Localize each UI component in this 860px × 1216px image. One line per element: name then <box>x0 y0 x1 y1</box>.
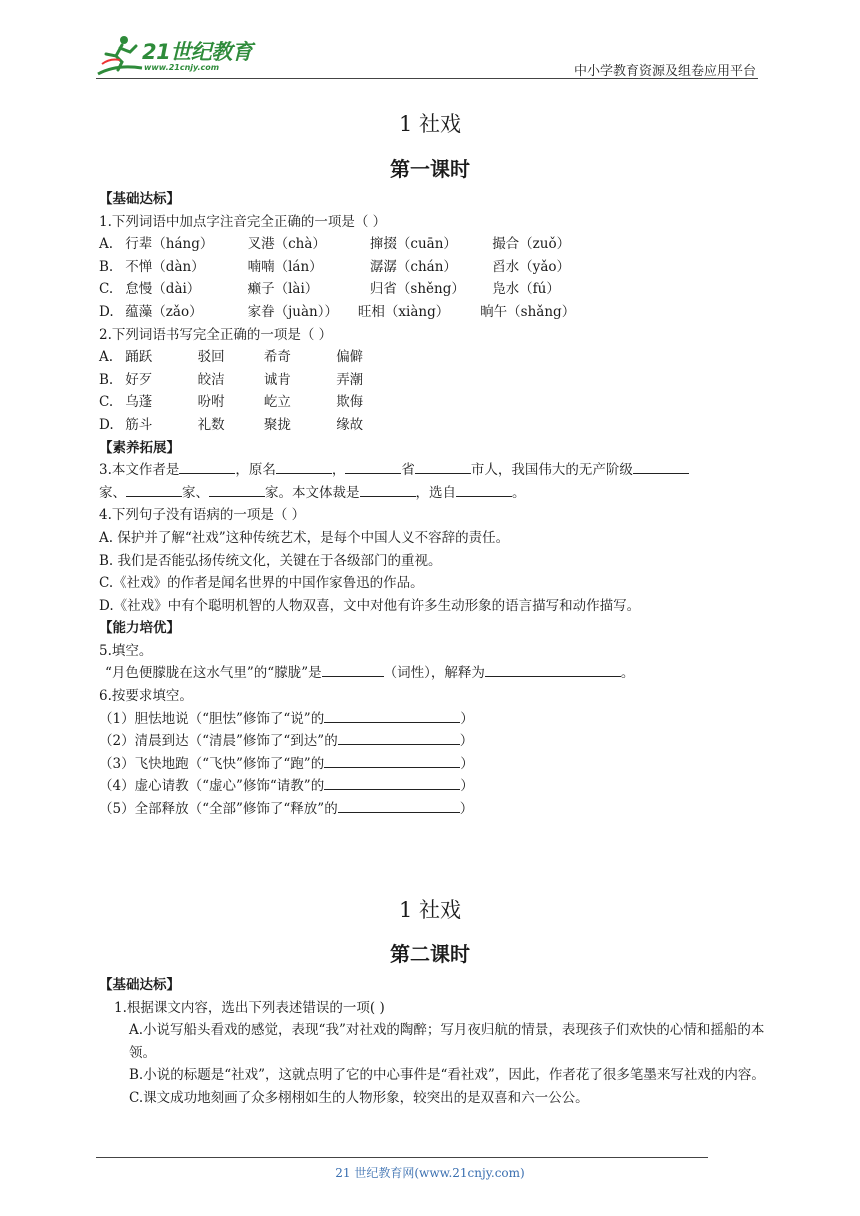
section-heading: 【基础达标】 <box>99 191 180 207</box>
option-word: 筋斗 <box>125 416 153 433</box>
question-1: 1.下列词语中加点字注音完全正确的一项是（ ） <box>99 213 387 230</box>
answer-blank[interactable] <box>324 708 460 723</box>
answer-blank[interactable] <box>360 482 416 497</box>
q3-text: 市人，我国伟大的无产阶级 <box>470 462 633 479</box>
q3-text: 3.本文作者是 <box>99 462 180 479</box>
q6-text: ） <box>460 755 474 772</box>
answer-blank[interactable] <box>338 730 460 745</box>
option-word: 不惮（dàn） <box>125 258 205 275</box>
q6-text: ） <box>460 778 474 795</box>
option-row <box>99 301 769 324</box>
q6-item <box>99 775 769 798</box>
option-row <box>99 278 769 301</box>
option-word: 潺潺（chán） <box>369 258 457 275</box>
section-heading: 【素养拓展】 <box>99 439 180 456</box>
option-letter: B. <box>99 258 114 275</box>
option-row <box>99 369 769 392</box>
option-letter: C. <box>99 394 114 411</box>
option-word: 礼数 <box>197 416 225 433</box>
q6-text: ） <box>459 801 474 818</box>
platform-name: 中小学教育资源及组卷应用平台 <box>573 64 756 79</box>
q3-text: ， <box>331 462 346 479</box>
q3-text: ，原名 <box>235 462 276 479</box>
option-word: 踊跃 <box>125 349 153 366</box>
lesson-title: 1 社戏 <box>398 898 462 922</box>
answer-blank[interactable] <box>209 482 265 497</box>
answer-blank[interactable] <box>276 459 332 474</box>
option-b: B.小说的标题是“社戏”，这就点明了它的中心事件是“看社戏”，因此，作者花了很多笔墨来写社戏的内容。 <box>129 1067 765 1084</box>
option-letter: A. <box>99 236 114 253</box>
section-heading: 【基础达标】 <box>99 977 180 993</box>
q6-text: ） <box>459 733 474 750</box>
answer-blank[interactable] <box>338 798 460 813</box>
option-word: 偏僻 <box>336 349 364 366</box>
question-3-line-1 <box>99 459 769 482</box>
option-row <box>99 391 769 414</box>
option-word: 皎洁 <box>197 371 225 388</box>
page-header <box>0 0 860 82</box>
option-word: 叉港（chà） <box>247 236 326 253</box>
option-word: 怠慢（dài） <box>125 281 201 298</box>
section-heading: 【能力培优】 <box>99 620 180 637</box>
option-word: 驳回 <box>197 349 225 366</box>
option-word: 乌蓬 <box>125 394 153 411</box>
exercise-section-2 <box>99 974 769 1110</box>
q6-text: （2）清晨到达（“清晨”修饰了“到达”的 <box>99 733 338 750</box>
exercise-section-1 <box>99 188 769 821</box>
option-word: 弄潮 <box>336 371 364 388</box>
option-word: 欺侮 <box>336 394 364 411</box>
q3-text: 家、 <box>182 484 209 501</box>
q6-text: ） <box>460 710 474 727</box>
question-1: 1.根据课文内容，选出下列表述错误的一项( ) <box>114 999 385 1016</box>
option-letter: A. <box>99 349 114 366</box>
footer-divider <box>96 1157 708 1158</box>
option-word: 癞子（lài） <box>247 281 319 298</box>
footer-link[interactable]: 21 世纪教育网(www.21cnjy.com) <box>335 1166 525 1180</box>
lesson-subtitle: 第一课时 <box>390 157 470 181</box>
option-word: 吩咐 <box>197 394 225 411</box>
option-letter: D. <box>99 416 114 433</box>
option-word: 凫水（fú） <box>492 281 560 298</box>
q6-item <box>99 730 769 753</box>
q5-text: “月色便朦胧在这水气里”的“朦胧”是 <box>105 665 322 682</box>
option-word: 好歹 <box>125 371 153 388</box>
q6-text: （4）虚心请教（“虚心”修饰“请教”的 <box>99 778 325 795</box>
site-logo <box>96 34 266 78</box>
lesson-title: 1 社戏 <box>398 112 462 136</box>
answer-blank[interactable] <box>633 459 689 474</box>
q5-text: （词性），解释为 <box>383 665 485 682</box>
option-letter: D. <box>99 303 114 320</box>
option-row <box>99 233 769 256</box>
question-6: 6.按要求填空。 <box>99 688 193 705</box>
option-word: 晌午（shǎng） <box>480 303 576 320</box>
q3-text: ，选自 <box>415 484 456 501</box>
option-word: 撺掇（cuān） <box>369 236 457 253</box>
option-letter: B. <box>99 371 114 388</box>
q6-item <box>99 753 769 776</box>
question-4: 4.下列句子没有语病的一项是（ ） <box>99 507 306 524</box>
runner-logo-icon <box>96 34 146 78</box>
question-5-body <box>99 662 769 685</box>
option-row <box>99 256 769 279</box>
q6-item <box>99 708 769 731</box>
logo-text: 21世纪教育 <box>142 40 253 64</box>
q3-text: 省 <box>401 462 415 479</box>
logo-url: www.21cnjy.com <box>144 63 220 72</box>
q6-text: （1）胆怯地说（“胆怯”修饰了“说”的 <box>99 710 325 727</box>
q5-text: 。 <box>620 665 635 682</box>
lesson-subtitle: 第二课时 <box>390 942 470 966</box>
q3-text: 家、 <box>99 484 126 501</box>
q6-text: （3）飞快地跑（“飞快”修饰了“跑”的 <box>99 755 325 772</box>
option-word: 家眷（juàn）） <box>247 303 338 320</box>
q3-text: 。 <box>512 484 526 501</box>
option-row <box>99 346 769 369</box>
q4-option: D.《社戏》中有个聪明机智的人物双喜，文中对他有许多生动形象的语言描写和动作描写。 <box>99 597 641 614</box>
question-3-line-2 <box>99 482 769 505</box>
question-2: 2.下列词语书写完全正确的一项是（ ） <box>99 326 333 343</box>
option-a: A.小说写船头看戏的感觉，表现“我”对社戏的陶醉；写月夜归航的情景，表现孩子们欢快的心情和摇船的本领。 <box>129 1022 765 1061</box>
option-word: 喃喃（lán） <box>247 258 323 275</box>
option-word: 希奇 <box>263 349 291 366</box>
q4-option: A. 保护并了解“社戏”这种传统艺术，是每个中国人义不容辞的责任。 <box>99 529 510 546</box>
answer-blank[interactable] <box>322 662 384 677</box>
option-word: 诚肯 <box>263 371 291 388</box>
answer-blank[interactable] <box>345 459 401 474</box>
question-5: 5.填空。 <box>99 642 153 659</box>
option-word: 聚拢 <box>263 416 291 433</box>
answer-blank[interactable] <box>324 775 460 790</box>
answer-blank[interactable] <box>324 753 460 768</box>
option-c: C.课文成功地刻画了众多栩栩如生的人物形象，较突出的是双喜和六一公公。 <box>129 1089 589 1106</box>
answer-blank[interactable] <box>485 662 621 677</box>
q3-text: 家。本文体裁是 <box>265 484 360 501</box>
option-word: 撮合（zuǒ） <box>492 236 571 253</box>
option-row <box>99 414 769 437</box>
option-word: 行辈（háng） <box>125 236 214 253</box>
q4-option: C.《社戏》的作者是闻名世界的中国作家鲁迅的作品。 <box>99 575 424 592</box>
answer-blank[interactable] <box>456 482 512 497</box>
answer-blank[interactable] <box>179 459 235 474</box>
q6-item <box>99 798 769 821</box>
option-letter: C. <box>99 281 114 298</box>
q4-option: B. 我们是否能弘扬传统文化，关键在于各级部门的重视。 <box>99 552 442 569</box>
option-word: 旺相（xiàng） <box>357 303 450 320</box>
q6-text: （5）全部释放（“全部”修饰了“释放”的 <box>99 801 338 818</box>
option-word: 归省（shěng） <box>369 281 465 298</box>
option-word: 舀水（yǎo） <box>492 258 570 275</box>
answer-blank[interactable] <box>415 459 471 474</box>
header-divider <box>96 78 758 79</box>
option-word: 缘故 <box>336 416 364 433</box>
answer-blank[interactable] <box>126 482 182 497</box>
option-word: 蕴藻（zǎo） <box>125 303 203 320</box>
option-word: 屹立 <box>263 394 291 411</box>
